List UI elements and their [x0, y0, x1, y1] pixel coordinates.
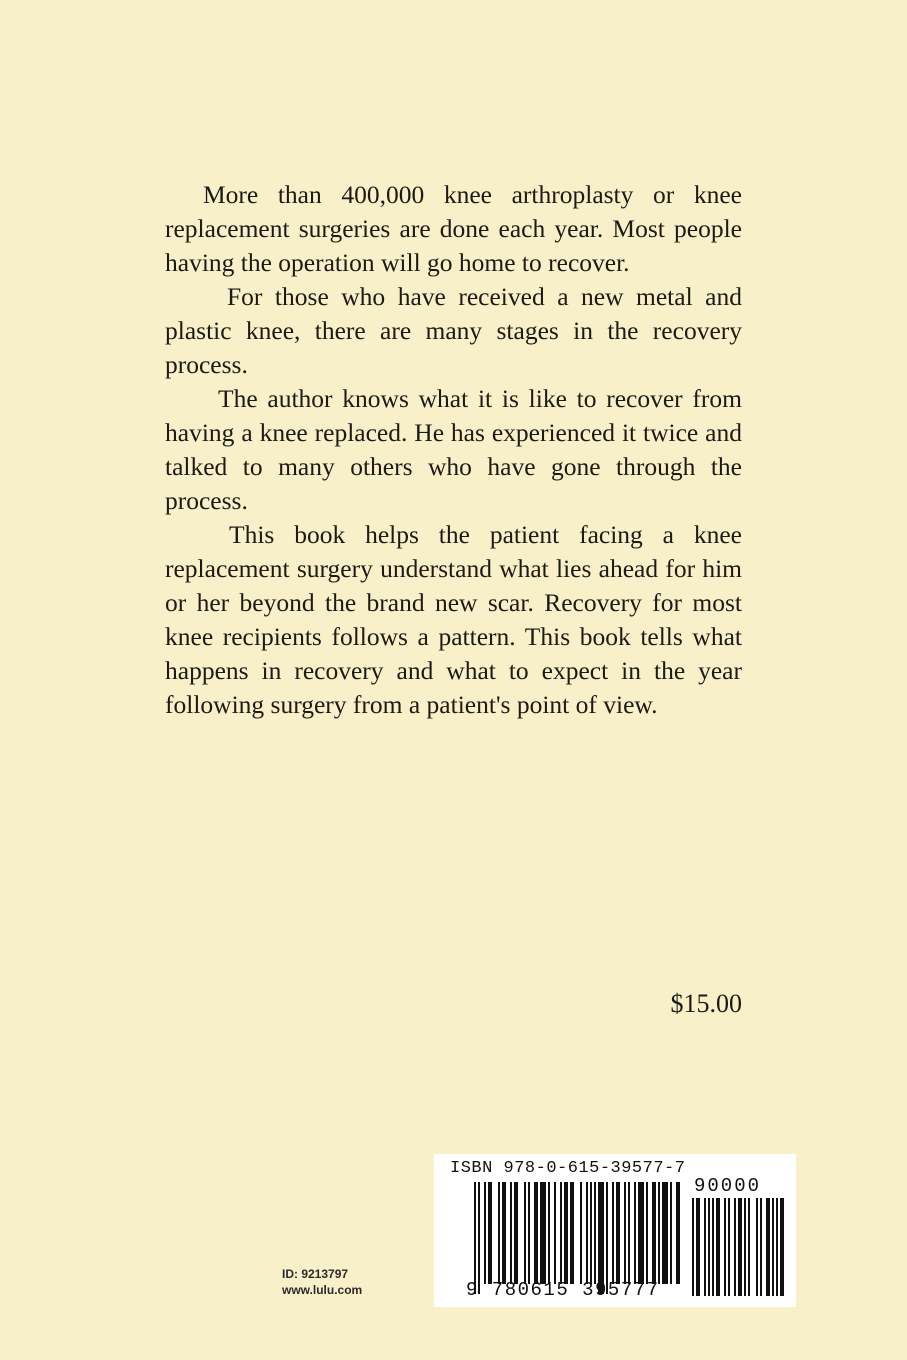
publisher-url: www.lulu.com — [282, 1283, 363, 1297]
barcode-bar — [646, 1182, 648, 1284]
barcode-bar — [652, 1182, 656, 1284]
blurb-paragraph-3: The author knows what it is like to recover from having a knee replaced. He has experienced it twice and talked to many others who have gone through the process. — [165, 384, 742, 515]
barcode-bar — [634, 1182, 636, 1284]
barcode-bar — [662, 1182, 668, 1284]
barcode-bar — [586, 1182, 588, 1284]
barcode-bar — [524, 1182, 526, 1284]
barcode-bar — [704, 1198, 706, 1296]
barcode-bar — [724, 1198, 726, 1296]
blurb-paragraph-2: For those who have received a new metal and plastic knee, there are many stages in the recovery process. — [165, 282, 742, 379]
barcode-bar — [738, 1198, 742, 1296]
barcode-bar — [676, 1182, 680, 1284]
barcode-bar — [606, 1182, 608, 1294]
cover-blurb — [165, 178, 742, 722]
barcode-bar — [564, 1182, 568, 1284]
barcode-bar — [612, 1182, 614, 1284]
isbn-text: ISBN 978-0-615-39577-7 — [450, 1159, 686, 1178]
barcode-bar — [534, 1182, 538, 1284]
barcode-bar — [760, 1198, 762, 1296]
barcode-bar — [580, 1182, 582, 1284]
barcode-bar — [744, 1198, 746, 1296]
barcode-bar — [484, 1182, 486, 1284]
barcode-bar — [616, 1182, 620, 1284]
barcode-bar — [716, 1198, 720, 1296]
barcode-bar — [734, 1198, 736, 1296]
barcode-bar — [748, 1198, 750, 1296]
price-label: $15.00 — [670, 989, 742, 1018]
barcode-bar — [510, 1182, 512, 1284]
ean-barcode-bars — [474, 1182, 684, 1294]
barcode-bar — [708, 1198, 710, 1296]
barcode-bar — [502, 1182, 506, 1284]
barcode-bar — [474, 1182, 476, 1294]
barcode-bar — [712, 1198, 714, 1296]
publisher-id: ID: 9213797 — [282, 1267, 349, 1281]
barcode-bar — [598, 1182, 604, 1294]
barcode-bar — [570, 1182, 574, 1284]
barcode-bar — [548, 1182, 550, 1284]
barcode-bar — [528, 1182, 530, 1284]
barcode-bar — [498, 1182, 500, 1284]
publisher-info — [282, 1266, 362, 1298]
barcode-bar — [540, 1182, 546, 1284]
barcode-bar — [560, 1182, 562, 1284]
barcode-bar — [624, 1182, 626, 1284]
barcode-bar — [638, 1182, 644, 1284]
barcode-bar — [488, 1182, 492, 1284]
ean-digits: 9 780615 395777 — [466, 1279, 660, 1301]
barcode-bar — [594, 1182, 596, 1284]
barcode-bar — [780, 1198, 784, 1296]
blurb-paragraph-4: This book helps the patient facing a knee replacement surgery understand what lies ahead for him or her beyond the brand new scar. Recovery for most knee recipients follows a pattern. This book tells what happens in recovery and what to expect in the year following surgery from a patient's point of view. — [165, 520, 742, 719]
barcode-bar — [766, 1198, 770, 1296]
barcode-bar — [478, 1182, 480, 1294]
barcode-bar — [670, 1182, 672, 1284]
isbn-barcode — [434, 1154, 796, 1307]
barcode-bar — [696, 1198, 700, 1296]
barcode-bar — [692, 1198, 694, 1296]
barcode-bar — [658, 1182, 660, 1284]
barcode-bar — [514, 1182, 518, 1284]
barcode-bar — [756, 1198, 758, 1296]
barcode-bar — [772, 1198, 774, 1296]
barcode-bar — [728, 1198, 730, 1296]
addon-digits: 90000 — [694, 1175, 762, 1197]
barcode-bar — [628, 1182, 630, 1284]
barcode-bar — [590, 1182, 592, 1284]
blurb-paragraph-1: More than 400,000 knee arthroplasty or knee replacement surgeries are done each year. Most people having the operation will go home to recover. — [165, 180, 742, 277]
barcode-bar — [554, 1182, 556, 1284]
addon-barcode-bars — [692, 1198, 784, 1296]
barcode-bar — [776, 1198, 778, 1296]
